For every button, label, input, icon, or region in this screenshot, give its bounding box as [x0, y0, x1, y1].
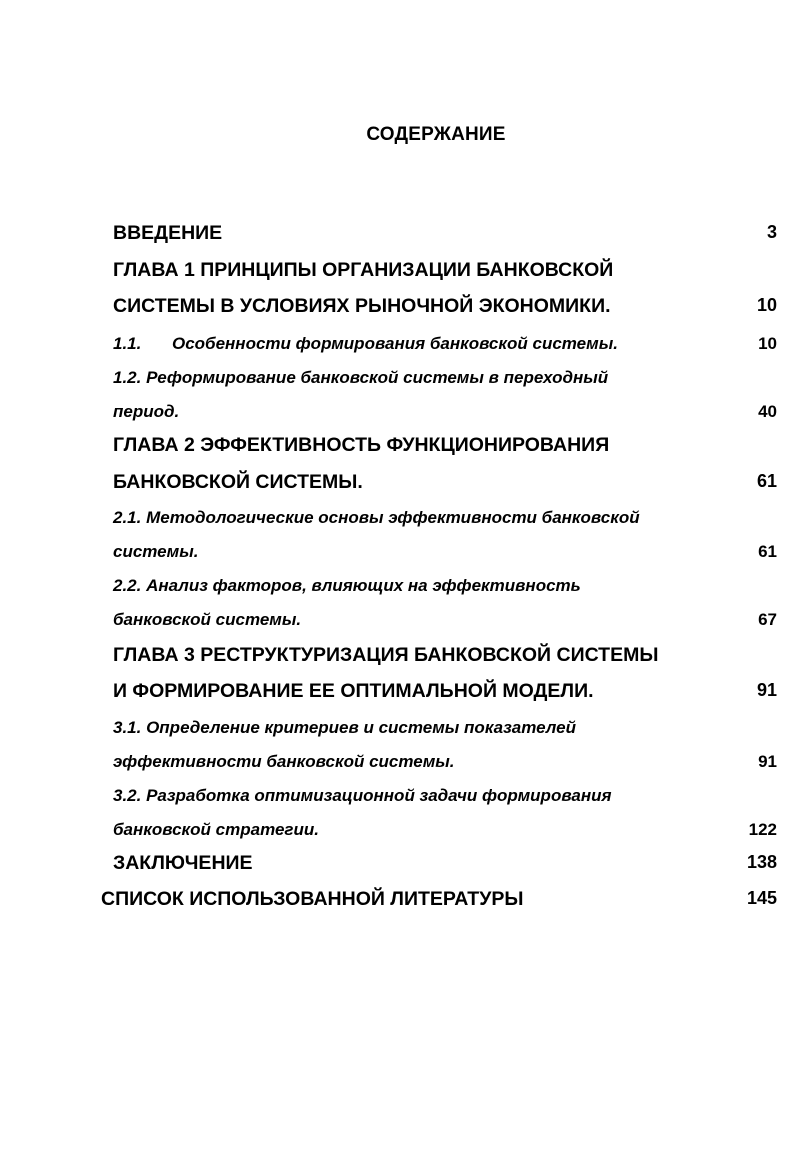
toc-section-number: 1.1. [113, 334, 142, 353]
toc-page-number: 3 [766, 222, 777, 242]
toc-entry-label: ВВЕДЕНИЕ [113, 222, 223, 244]
toc-page-number: 122 [748, 820, 777, 839]
toc-page-number: 145 [746, 888, 777, 908]
toc-entry-label: ЗАКЛЮЧЕНИЕ [113, 852, 253, 874]
toc-entry-label: ГЛАВА 1 ПРИНЦИПЫ ОРГАНИЗАЦИИ БАНКОВСКОЙ [113, 259, 614, 281]
toc-entry-label: банковской стратегии. [113, 820, 319, 839]
toc-page-number: 10 [756, 295, 777, 315]
toc-entry-label: банковской системы. [113, 610, 302, 629]
toc-entry-label: системы. [113, 542, 199, 561]
toc-page-number: 61 [756, 471, 777, 491]
toc-page-number: 40 [758, 402, 777, 421]
toc-entry-label: 2.1. Методологические основы эффективности банковской [113, 508, 640, 527]
toc-entry-label: СИСТЕМЫ В УСЛОВИЯХ РЫНОЧНОЙ ЭКОНОМИКИ. [113, 295, 611, 317]
toc-entry-label: Особенности формирования банковской системы. [172, 334, 618, 353]
toc-entry-label: И ФОРМИРОВАНИЕ ЕЕ ОПТИМАЛЬНОЙ МОДЕЛИ. [113, 680, 594, 702]
page-title: СОДЕРЖАНИЕ [366, 124, 506, 145]
toc-entry-label: БАНКОВСКОЙ СИСТЕМЫ. [113, 471, 363, 493]
toc-entry-label: 3.1. Определение критериев и системы показателей [113, 718, 576, 737]
toc-page-number: 91 [758, 752, 777, 771]
toc-entry-label: эффективности банковской системы. [113, 752, 455, 771]
toc-entry-label: СПИСОК ИСПОЛЬЗОВАННОЙ ЛИТЕРАТУРЫ [101, 888, 524, 910]
toc-entry-label: 3.2. Разработка оптимизационной задачи формирования [113, 786, 612, 805]
toc-entry-label: период. [113, 402, 180, 421]
toc-entry-label: 1.2. Реформирование банковской системы в переходный [113, 368, 609, 387]
toc-entry-label: ГЛАВА 2 ЭФФЕКТИВНОСТЬ ФУНКЦИОНИРОВАНИЯ [113, 434, 610, 456]
toc-page-number: 61 [758, 542, 777, 561]
toc-page-number: 138 [746, 852, 777, 872]
toc-entry-label: ГЛАВА 3 РЕСТРУКТУРИЗАЦИЯ БАНКОВСКОЙ СИСТЕМЫ [113, 644, 659, 666]
toc-page-number: 91 [756, 680, 777, 700]
toc-page-number: 67 [758, 610, 777, 629]
toc-page-number: 10 [758, 334, 777, 353]
toc-entry-label: 2.2. Анализ факторов, влияющих на эффективность [113, 576, 581, 595]
